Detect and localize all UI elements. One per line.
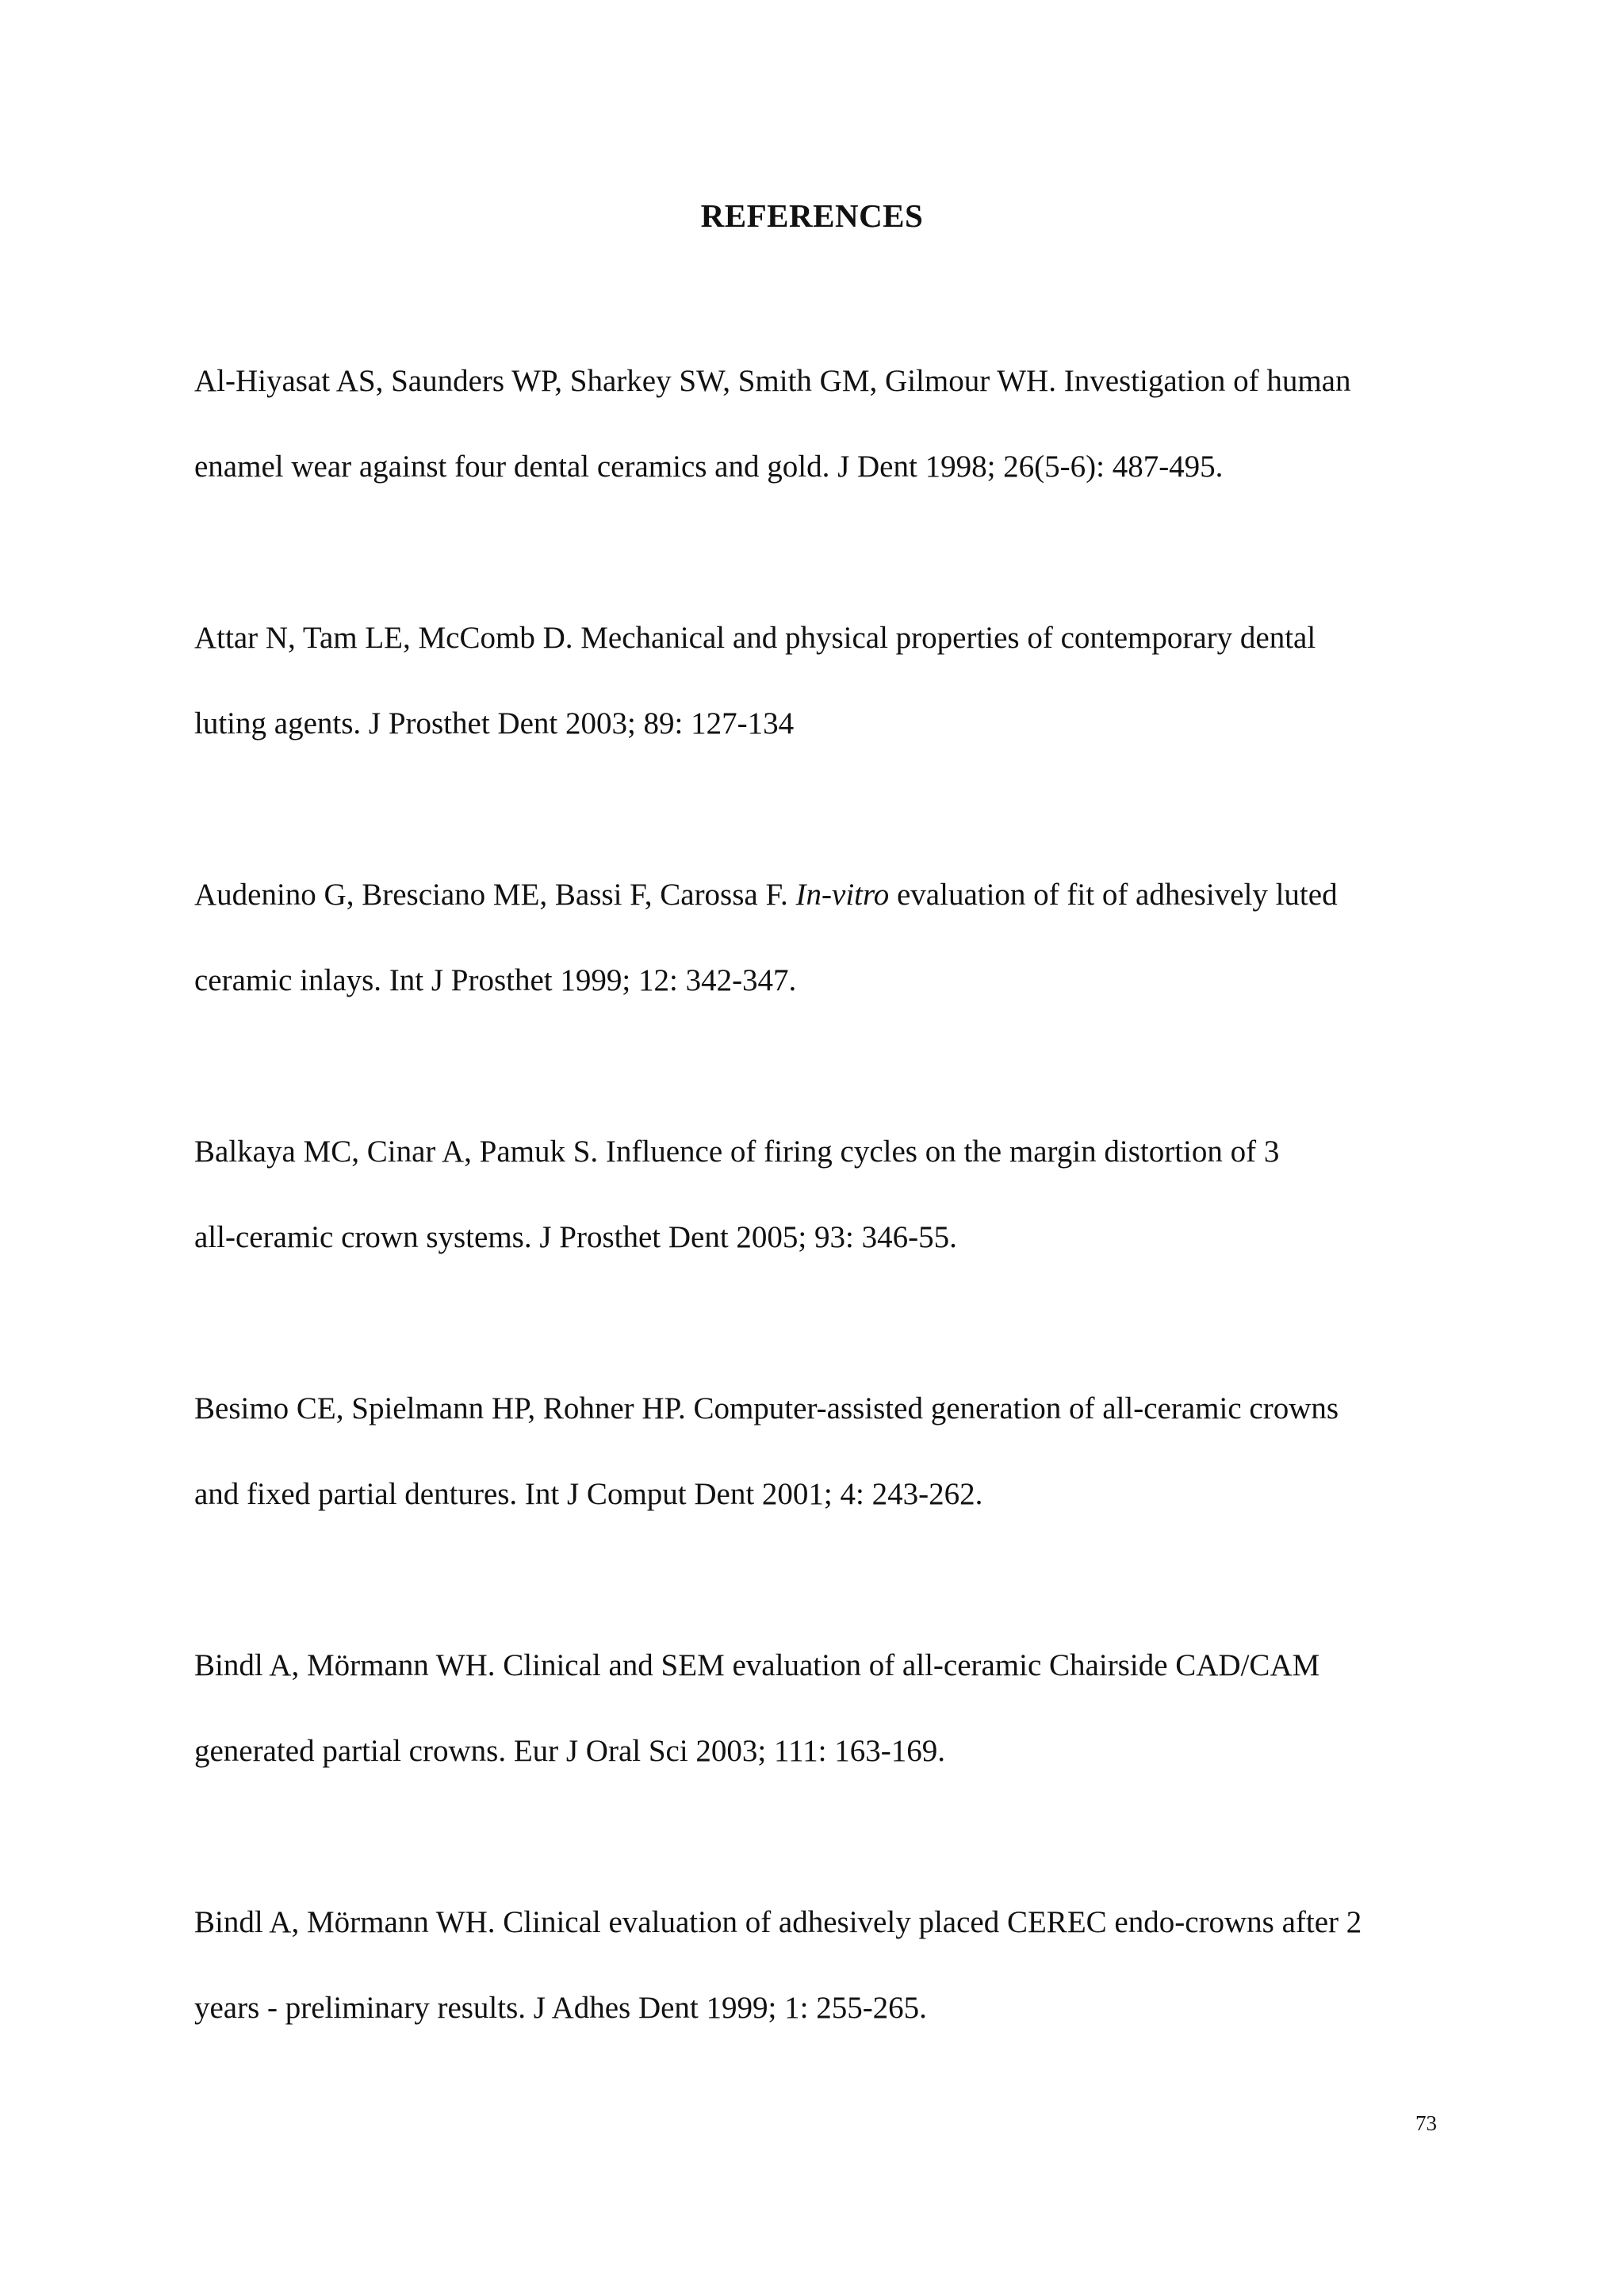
reference-entry	[194, 1623, 1495, 1794]
reference-entry	[194, 595, 1495, 767]
reference-line: Attar N, Tam LE, McComb D. Mechanical and physical properties of contemporary dental	[194, 621, 1316, 655]
page-number: 73	[1415, 2111, 1437, 2135]
reference-entry	[194, 852, 1495, 1024]
reference-line	[194, 852, 1495, 938]
reference-entry	[194, 1880, 1495, 2051]
reference-line: Besimo CE, Spielmann HP, Rohner HP. Computer-assisted generation of all-ceramic crowns	[194, 1391, 1339, 1425]
reference-line: ceramic inlays. Int J Prosthet 1999; 12: 342-347.	[194, 963, 797, 997]
reference-line: all-ceramic crown systems. J Prosthet Dent 2005; 93: 346-55.	[194, 1220, 957, 1254]
reference-line: Balkaya MC, Cinar A, Pamuk S. Influence of firing cycles on the margin distortion of 3	[194, 1135, 1280, 1169]
reference-line: enamel wear against four dental ceramics and gold. J Dent 1998; 26(5-6): 487-495.	[194, 450, 1224, 484]
references-list	[194, 339, 1495, 2137]
reference-line: luting agents. J Prosthet Dent 2003; 89: 127-134	[194, 706, 795, 740]
reference-entry	[194, 1366, 1495, 1537]
reference-line: and fixed partial dentures. Int J Comput Dent 2001; 4: 243-262.	[194, 1477, 983, 1511]
reference-line: generated partial crowns. Eur J Oral Sci 2003; 111: 163-169.	[194, 1734, 945, 1768]
italic-term: In-vitro	[795, 878, 890, 912]
reference-entry	[194, 339, 1495, 510]
reference-line: years - preliminary results. J Adhes Dent 1999; 1: 255-265.	[194, 1991, 927, 2025]
reference-text: Audenino G, Bresciano ME, Bassi F, Carossa F.	[194, 878, 796, 912]
reference-line: Bindl A, Mörmann WH. Clinical evaluation of adhesively placed CEREC endo-crowns after 2	[194, 1905, 1362, 1939]
reference-line: Bindl A, Mörmann WH. Clinical and SEM evaluation of all-ceramic Chairside CAD/CAM	[194, 1648, 1320, 1682]
reference-entry	[194, 1109, 1495, 1280]
reference-line: Al-Hiyasat AS, Saunders WP, Sharkey SW, Smith GM, Gilmour WH. Investigation of human	[194, 364, 1351, 398]
reference-text: evaluation of fit of adhesively luted	[889, 878, 1338, 912]
page-title: REFERENCES	[700, 197, 924, 235]
